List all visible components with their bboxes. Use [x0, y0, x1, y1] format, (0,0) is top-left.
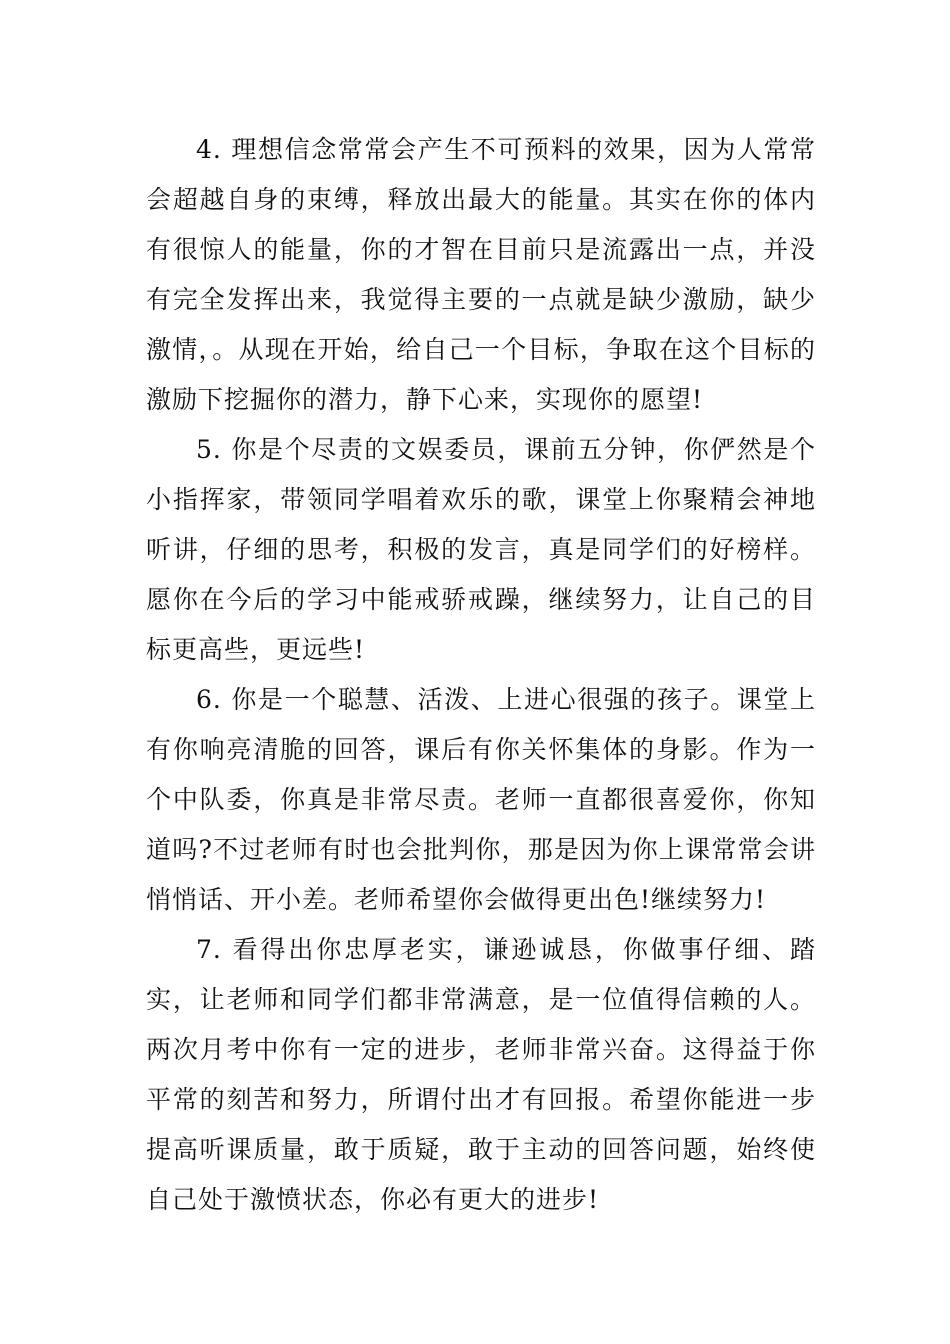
paragraph-5: 5. 你是个尽责的文娱委员，课前五分钟，你俨然是个小指挥家，带领同学唱着欢乐的歌，课堂上你聚精会神地听讲，仔细的思考，积极的发言，真是同学们的好榜样。愿你在今后的学习中能戒骄戒躁，继续努力，让自己的目标更高些，更远些! — [146, 435, 816, 664]
paragraph-4: 4. 理想信念常常会产生不可预料的效果，因为人常常会超越自身的束缚，释放出最大的能量。其实在你的体内有很惊人的能量，你的才智在目前只是流露出一点，并没有完全发挥出来，我觉得主要的一点就是缺少激励，缺少激情，。从现在开始，给自己一个目标，争取在这个目标的激励下挖掘你的潜力，静下心来，实现你的愿望! — [146, 135, 816, 414]
document-body — [146, 125, 816, 1225]
paragraph-7: 7. 看得出你忠厚老实，谦逊诚恳，你做事仔细、踏实，让老师和同学们都非常满意，是一位值得信赖的人。两次月考中你有一定的进步，老师非常兴奋。这得益于你平常的刻苦和努力，所谓付出才有回报。希望你能进一步提高听课质量，敢于质疑，敢于主动的回答问题，始终使自己处于激愤状态，你必有更大的进步! — [146, 935, 816, 1214]
paragraph-6: 6. 你是一个聪慧、活泼、上进心很强的孩子。课堂上有你响亮清脆的回答，课后有你关怀集体的身影。作为一个中队委，你真是非常尽责。老师一直都很喜爱你，你知道吗?不过老师有时也会批判你，那是因为你上课常常会讲悄悄话、开小差。老师希望你会做得更出色!继续努力! — [146, 685, 816, 914]
